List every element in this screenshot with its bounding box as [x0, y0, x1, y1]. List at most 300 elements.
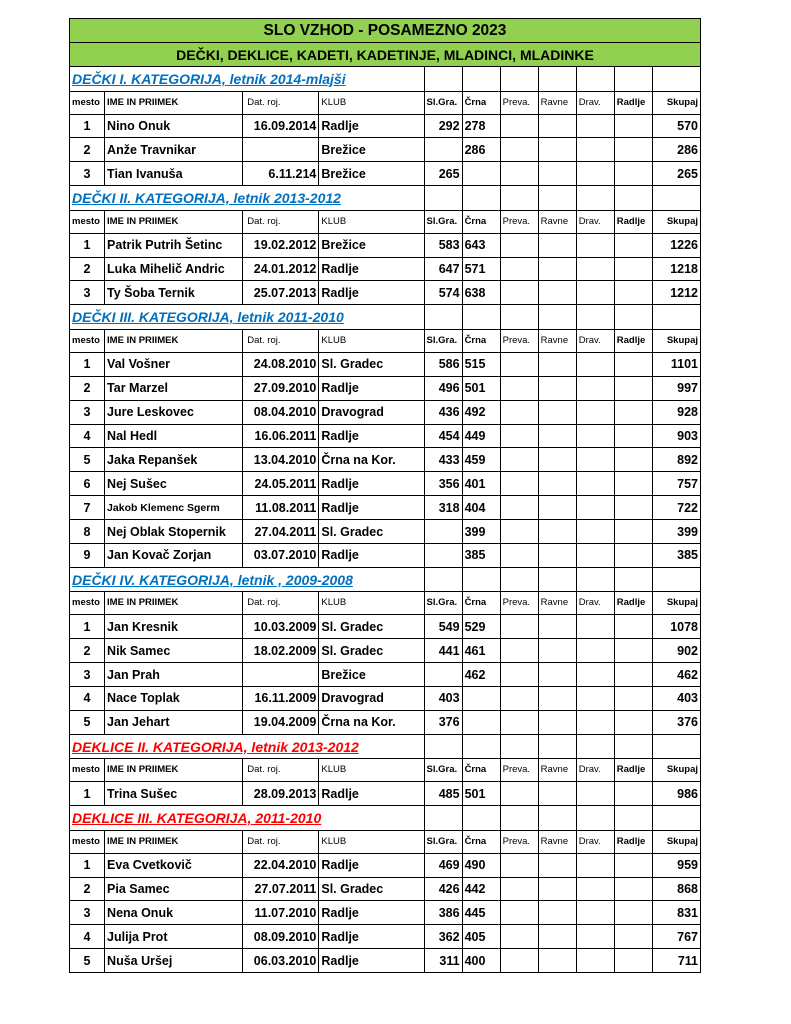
- cell-slgra: 376: [424, 710, 462, 734]
- header-radlje: Radlje: [614, 759, 652, 782]
- header-crna: Črna: [462, 830, 500, 853]
- cell-ravne: [538, 710, 576, 734]
- cell-ravne: [538, 448, 576, 472]
- empty-cell: [500, 806, 538, 831]
- cell-club: Brežice: [319, 663, 424, 687]
- cell-place: 6: [70, 472, 105, 496]
- cell-name: Jan Kresnik: [105, 615, 243, 639]
- cell-crna: 571: [462, 257, 500, 281]
- cell-place: 2: [70, 376, 105, 400]
- header-ravne: Ravne: [538, 830, 576, 853]
- header-club: KLUB: [319, 210, 424, 233]
- cell-dob: 16.11.2009: [243, 687, 319, 711]
- cell-place: 2: [70, 257, 105, 281]
- cell-name: Val Vošner: [105, 352, 243, 376]
- cell-total: 757: [652, 472, 700, 496]
- cell-name: Trina Sušec: [105, 782, 243, 806]
- cell-total: 902: [652, 639, 700, 663]
- header-radlje: Radlje: [614, 329, 652, 352]
- cell-ravne: [538, 782, 576, 806]
- cell-preva: [500, 949, 538, 973]
- header-dob: Dat. roj.: [243, 830, 319, 853]
- category-title: DEČKI I. KATEGORIJA, letnik 2014-mlajši: [70, 67, 425, 92]
- table-row: [70, 257, 701, 281]
- cell-place: 8: [70, 520, 105, 544]
- cell-radlje: [614, 639, 652, 663]
- header-drav: Drav.: [576, 759, 614, 782]
- header-drav: Drav.: [576, 210, 614, 233]
- cell-name: Jakob Klemenc Sgerm: [105, 496, 243, 520]
- cell-place: 1: [70, 782, 105, 806]
- cell-total: 376: [652, 710, 700, 734]
- empty-cell: [538, 806, 576, 831]
- cell-total: 868: [652, 877, 700, 901]
- cell-dob: 08.09.2010: [243, 925, 319, 949]
- empty-cell: [500, 186, 538, 211]
- cell-radlje: [614, 400, 652, 424]
- header-club: KLUB: [319, 329, 424, 352]
- cell-place: 1: [70, 114, 105, 138]
- header-dob: Dat. roj.: [243, 592, 319, 615]
- empty-cell: [500, 305, 538, 330]
- cell-place: 3: [70, 663, 105, 687]
- cell-slgra: 454: [424, 424, 462, 448]
- header-slgra: Sl.Gra.: [424, 759, 462, 782]
- cell-preva: [500, 543, 538, 567]
- category-title: DEKLICE III. KATEGORIJA, 2011-2010: [70, 806, 425, 831]
- cell-drav: [576, 233, 614, 257]
- cell-radlje: [614, 877, 652, 901]
- cell-ravne: [538, 853, 576, 877]
- table-row: [70, 472, 701, 496]
- cell-ravne: [538, 663, 576, 687]
- cell-total: 903: [652, 424, 700, 448]
- cell-radlje: [614, 901, 652, 925]
- cell-total: 570: [652, 114, 700, 138]
- cell-slgra: 549: [424, 615, 462, 639]
- header-total: Skupaj: [652, 759, 700, 782]
- header-slgra: Sl.Gra.: [424, 830, 462, 853]
- header-radlje: Radlje: [614, 592, 652, 615]
- cell-name: Tar Marzel: [105, 376, 243, 400]
- cell-dob: 16.06.2011: [243, 424, 319, 448]
- empty-cell: [576, 806, 614, 831]
- cell-radlje: [614, 114, 652, 138]
- cell-preva: [500, 615, 538, 639]
- cell-preva: [500, 281, 538, 305]
- cell-drav: [576, 114, 614, 138]
- cell-crna: 529: [462, 615, 500, 639]
- header-club: KLUB: [319, 91, 424, 114]
- cell-preva: [500, 496, 538, 520]
- cell-crna: 501: [462, 376, 500, 400]
- table-row: [70, 114, 701, 138]
- cell-drav: [576, 901, 614, 925]
- cell-total: 722: [652, 496, 700, 520]
- cell-preva: [500, 472, 538, 496]
- cell-slgra: 433: [424, 448, 462, 472]
- cell-radlje: [614, 782, 652, 806]
- cell-ravne: [538, 138, 576, 162]
- cell-dob: 03.07.2010: [243, 543, 319, 567]
- table-row: [70, 400, 701, 424]
- table-row: [70, 543, 701, 567]
- cell-dob: 16.09.2014: [243, 114, 319, 138]
- cell-ravne: [538, 376, 576, 400]
- cell-ravne: [538, 400, 576, 424]
- cell-dob: 6.11.214: [243, 162, 319, 186]
- cell-slgra: 496: [424, 376, 462, 400]
- cell-place: 9: [70, 543, 105, 567]
- cell-name: Nino Onuk: [105, 114, 243, 138]
- cell-drav: [576, 687, 614, 711]
- header-slgra: Sl.Gra.: [424, 210, 462, 233]
- empty-cell: [614, 806, 652, 831]
- cell-dob: 27.09.2010: [243, 376, 319, 400]
- cell-slgra: 583: [424, 233, 462, 257]
- header-total: Skupaj: [652, 91, 700, 114]
- empty-cell: [614, 305, 652, 330]
- cell-dob: 11.08.2011: [243, 496, 319, 520]
- cell-preva: [500, 114, 538, 138]
- table-row: [70, 615, 701, 639]
- cell-place: 7: [70, 496, 105, 520]
- cell-club: Radlje: [319, 901, 424, 925]
- cell-dob: 08.04.2010: [243, 400, 319, 424]
- header-ravne: Ravne: [538, 91, 576, 114]
- empty-cell: [538, 567, 576, 592]
- cell-crna: 492: [462, 400, 500, 424]
- header-ravne: Ravne: [538, 210, 576, 233]
- category-heading-row: [70, 67, 701, 92]
- cell-dob: 27.04.2011: [243, 520, 319, 544]
- empty-cell: [652, 67, 700, 92]
- table-row: [70, 853, 701, 877]
- cell-drav: [576, 663, 614, 687]
- empty-cell: [424, 67, 462, 92]
- cell-place: 5: [70, 949, 105, 973]
- table-row: [70, 687, 701, 711]
- cell-crna: 501: [462, 782, 500, 806]
- cell-name: Nik Samec: [105, 639, 243, 663]
- cell-preva: [500, 376, 538, 400]
- cell-slgra: 292: [424, 114, 462, 138]
- header-preva: Preva.: [500, 830, 538, 853]
- cell-preva: [500, 138, 538, 162]
- cell-club: Radlje: [319, 376, 424, 400]
- cell-place: 1: [70, 233, 105, 257]
- cell-total: 959: [652, 853, 700, 877]
- cell-drav: [576, 639, 614, 663]
- cell-name: Luka Mihelič Andric: [105, 257, 243, 281]
- cell-crna: 461: [462, 639, 500, 663]
- cell-total: 831: [652, 901, 700, 925]
- cell-place: 3: [70, 901, 105, 925]
- cell-club: Brežice: [319, 162, 424, 186]
- empty-cell: [462, 806, 500, 831]
- cell-total: 399: [652, 520, 700, 544]
- cell-drav: [576, 424, 614, 448]
- cell-drav: [576, 925, 614, 949]
- cell-total: 385: [652, 543, 700, 567]
- cell-slgra: 311: [424, 949, 462, 973]
- cell-radlje: [614, 448, 652, 472]
- cell-club: Radlje: [319, 472, 424, 496]
- cell-preva: [500, 710, 538, 734]
- cell-preva: [500, 639, 538, 663]
- cell-crna: 643: [462, 233, 500, 257]
- cell-preva: [500, 233, 538, 257]
- cell-crna: [462, 162, 500, 186]
- cell-place: 1: [70, 853, 105, 877]
- header-radlje: Radlje: [614, 210, 652, 233]
- cell-crna: 462: [462, 663, 500, 687]
- cell-dob: 06.03.2010: [243, 949, 319, 973]
- category-title: DEČKI III. KATEGORIJA, letnik 2011-2010: [70, 305, 425, 330]
- cell-name: Jure Leskovec: [105, 400, 243, 424]
- cell-total: 767: [652, 925, 700, 949]
- cell-slgra: 403: [424, 687, 462, 711]
- header-total: Skupaj: [652, 830, 700, 853]
- cell-total: 403: [652, 687, 700, 711]
- table-row: [70, 496, 701, 520]
- cell-place: 2: [70, 877, 105, 901]
- cell-radlje: [614, 543, 652, 567]
- cell-slgra: [424, 543, 462, 567]
- cell-ravne: [538, 352, 576, 376]
- category-title: DEČKI II. KATEGORIJA, letnik 2013-2012: [70, 186, 425, 211]
- cell-slgra: 356: [424, 472, 462, 496]
- cell-club: Črna na Kor.: [319, 710, 424, 734]
- cell-ravne: [538, 281, 576, 305]
- cell-slgra: 362: [424, 925, 462, 949]
- header-dob: Dat. roj.: [243, 759, 319, 782]
- column-header-row: [70, 830, 701, 853]
- empty-cell: [614, 67, 652, 92]
- table-row: [70, 376, 701, 400]
- cell-preva: [500, 663, 538, 687]
- empty-cell: [576, 67, 614, 92]
- cell-crna: 399: [462, 520, 500, 544]
- cell-drav: [576, 853, 614, 877]
- cell-name: Nej Sušec: [105, 472, 243, 496]
- cell-preva: [500, 853, 538, 877]
- column-header-row: [70, 91, 701, 114]
- empty-cell: [652, 567, 700, 592]
- cell-ravne: [538, 520, 576, 544]
- header-place: mesto: [70, 592, 105, 615]
- cell-crna: 400: [462, 949, 500, 973]
- header-dob: Dat. roj.: [243, 329, 319, 352]
- cell-crna: [462, 710, 500, 734]
- header-crna: Črna: [462, 329, 500, 352]
- cell-place: 4: [70, 687, 105, 711]
- empty-cell: [576, 567, 614, 592]
- cell-slgra: 265: [424, 162, 462, 186]
- cell-radlje: [614, 949, 652, 973]
- cell-total: 462: [652, 663, 700, 687]
- cell-club: Sl. Gradec: [319, 639, 424, 663]
- cell-name: Julija Prot: [105, 925, 243, 949]
- header-crna: Črna: [462, 592, 500, 615]
- cell-total: 711: [652, 949, 700, 973]
- cell-crna: 515: [462, 352, 500, 376]
- category-heading-row: [70, 806, 701, 831]
- cell-preva: [500, 257, 538, 281]
- empty-cell: [462, 734, 500, 759]
- cell-place: 4: [70, 424, 105, 448]
- cell-total: 892: [652, 448, 700, 472]
- sheet-subtitle: DEČKI, DEKLICE, KADETI, KADETINJE, MLADINCI, MLADINKE: [70, 43, 701, 67]
- cell-radlje: [614, 424, 652, 448]
- cell-ravne: [538, 877, 576, 901]
- table-row: [70, 448, 701, 472]
- category-heading-row: [70, 305, 701, 330]
- cell-ravne: [538, 925, 576, 949]
- cell-name: Jaka Repanšek: [105, 448, 243, 472]
- table-row: [70, 949, 701, 973]
- header-preva: Preva.: [500, 329, 538, 352]
- results-table: [69, 18, 701, 973]
- cell-place: 3: [70, 281, 105, 305]
- cell-place: 5: [70, 448, 105, 472]
- column-header-row: [70, 759, 701, 782]
- empty-cell: [614, 186, 652, 211]
- table-row: [70, 162, 701, 186]
- cell-preva: [500, 877, 538, 901]
- table-row: [70, 138, 701, 162]
- cell-drav: [576, 520, 614, 544]
- cell-place: 2: [70, 138, 105, 162]
- header-name: IME IN PRIIMEK: [105, 329, 243, 352]
- cell-drav: [576, 162, 614, 186]
- empty-cell: [652, 186, 700, 211]
- header-slgra: Sl.Gra.: [424, 91, 462, 114]
- cell-name: Tian Ivanuša: [105, 162, 243, 186]
- cell-dob: 28.09.2013: [243, 782, 319, 806]
- cell-crna: [462, 687, 500, 711]
- category-heading-row: [70, 186, 701, 211]
- cell-total: 997: [652, 376, 700, 400]
- cell-slgra: 586: [424, 352, 462, 376]
- cell-radlje: [614, 138, 652, 162]
- cell-preva: [500, 448, 538, 472]
- cell-drav: [576, 257, 614, 281]
- cell-crna: 638: [462, 281, 500, 305]
- cell-club: Radlje: [319, 114, 424, 138]
- table-row: [70, 663, 701, 687]
- cell-dob: 24.05.2011: [243, 472, 319, 496]
- cell-preva: [500, 424, 538, 448]
- header-club: KLUB: [319, 759, 424, 782]
- header-preva: Preva.: [500, 592, 538, 615]
- header-name: IME IN PRIIMEK: [105, 91, 243, 114]
- cell-radlje: [614, 233, 652, 257]
- cell-preva: [500, 520, 538, 544]
- cell-ravne: [538, 114, 576, 138]
- cell-total: 265: [652, 162, 700, 186]
- header-total: Skupaj: [652, 592, 700, 615]
- column-header-row: [70, 329, 701, 352]
- header-crna: Črna: [462, 210, 500, 233]
- cell-radlje: [614, 687, 652, 711]
- empty-cell: [614, 567, 652, 592]
- cell-club: Dravograd: [319, 400, 424, 424]
- cell-radlje: [614, 472, 652, 496]
- cell-slgra: [424, 520, 462, 544]
- cell-crna: 459: [462, 448, 500, 472]
- empty-cell: [424, 734, 462, 759]
- header-radlje: Radlje: [614, 830, 652, 853]
- cell-crna: 404: [462, 496, 500, 520]
- header-preva: Preva.: [500, 759, 538, 782]
- cell-ravne: [538, 162, 576, 186]
- cell-ravne: [538, 615, 576, 639]
- empty-cell: [462, 567, 500, 592]
- cell-slgra: 469: [424, 853, 462, 877]
- cell-crna: 278: [462, 114, 500, 138]
- cell-drav: [576, 472, 614, 496]
- cell-total: 986: [652, 782, 700, 806]
- cell-total: 928: [652, 400, 700, 424]
- cell-place: 1: [70, 615, 105, 639]
- cell-ravne: [538, 257, 576, 281]
- table-row: [70, 877, 701, 901]
- cell-name: Anže Travnikar: [105, 138, 243, 162]
- table-row: [70, 520, 701, 544]
- header-place: mesto: [70, 329, 105, 352]
- header-preva: Preva.: [500, 91, 538, 114]
- cell-dob: 24.08.2010: [243, 352, 319, 376]
- header-slgra: Sl.Gra.: [424, 592, 462, 615]
- empty-cell: [538, 305, 576, 330]
- table-row: [70, 424, 701, 448]
- cell-dob: [243, 663, 319, 687]
- header-name: IME IN PRIIMEK: [105, 592, 243, 615]
- cell-drav: [576, 400, 614, 424]
- cell-radlje: [614, 520, 652, 544]
- empty-cell: [576, 186, 614, 211]
- cell-dob: 10.03.2009: [243, 615, 319, 639]
- cell-place: 4: [70, 925, 105, 949]
- header-slgra: Sl.Gra.: [424, 329, 462, 352]
- header-total: Skupaj: [652, 329, 700, 352]
- cell-club: Radlje: [319, 257, 424, 281]
- cell-club: Radlje: [319, 925, 424, 949]
- cell-preva: [500, 925, 538, 949]
- header-dob: Dat. roj.: [243, 91, 319, 114]
- cell-radlje: [614, 352, 652, 376]
- header-drav: Drav.: [576, 329, 614, 352]
- cell-club: Dravograd: [319, 687, 424, 711]
- cell-place: 3: [70, 162, 105, 186]
- cell-crna: 490: [462, 853, 500, 877]
- column-header-row: [70, 210, 701, 233]
- cell-drav: [576, 615, 614, 639]
- cell-drav: [576, 448, 614, 472]
- empty-cell: [462, 67, 500, 92]
- cell-total: 1226: [652, 233, 700, 257]
- header-crna: Črna: [462, 91, 500, 114]
- header-name: IME IN PRIIMEK: [105, 210, 243, 233]
- cell-name: Jan Jehart: [105, 710, 243, 734]
- cell-drav: [576, 782, 614, 806]
- cell-ravne: [538, 496, 576, 520]
- cell-slgra: 485: [424, 782, 462, 806]
- cell-dob: 22.04.2010: [243, 853, 319, 877]
- header-dob: Dat. roj.: [243, 210, 319, 233]
- cell-slgra: 318: [424, 496, 462, 520]
